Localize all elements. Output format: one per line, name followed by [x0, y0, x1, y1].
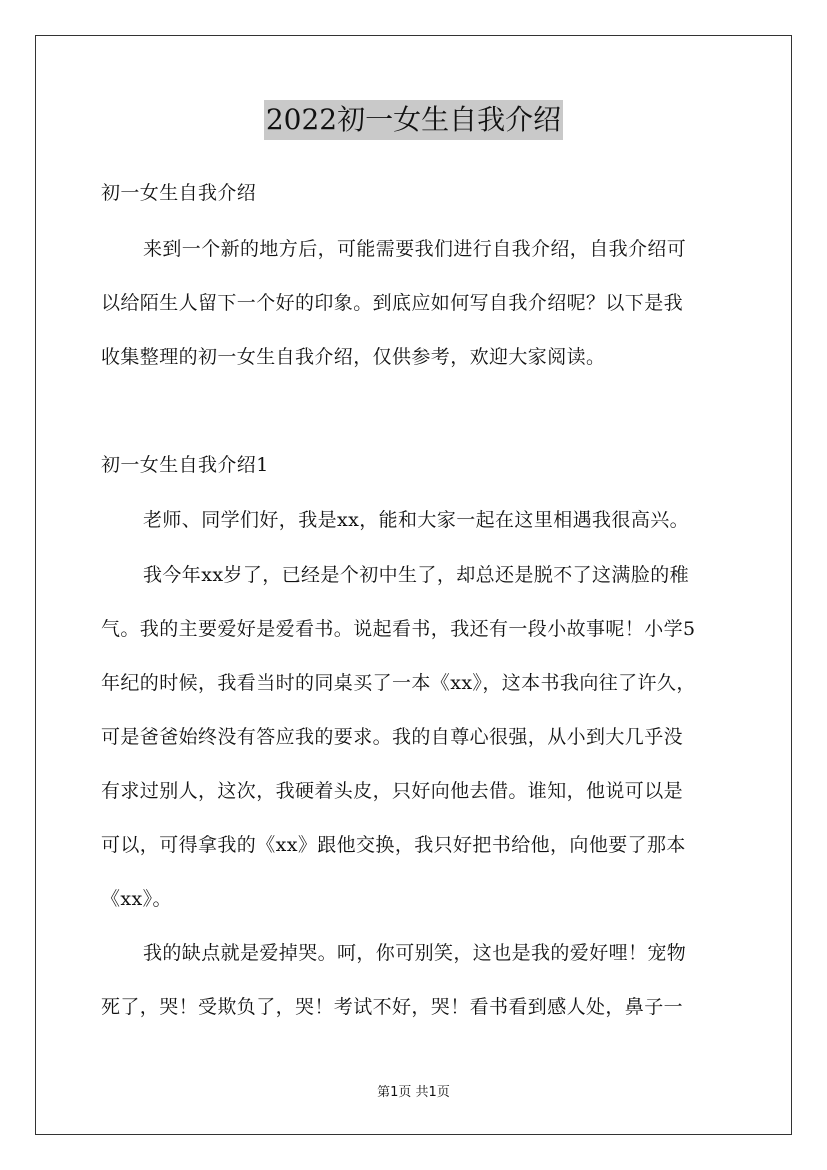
paragraph-line: 可是爸爸始终没有答应我的要求。我的自尊心很强，从小到大几乎没 — [101, 726, 684, 748]
paragraph-line: 老师、同学们好，我是xx，能和大家一起在这里相遇我很高兴。 — [143, 509, 690, 531]
paragraph-line: 《xx》。 — [101, 888, 172, 910]
paragraph-line: 死了，哭！受欺负了，哭！考试不好，哭！看书看到感人处，鼻子一 — [101, 996, 684, 1018]
section-heading: 初一女生自我介绍1 — [101, 454, 269, 476]
title-container — [0, 100, 827, 140]
paragraph-line: 有求过别人，这次，我硬着头皮，只好向他去借。谁知，他说可以是 — [101, 780, 684, 802]
page-number-footer: 第1页 共1页 — [377, 1085, 450, 1100]
section-heading: 初一女生自我介绍 — [101, 182, 257, 204]
paragraph-line: 以给陌生人留下一个好的印象。到底应如何写自我介绍呢？以下是我 — [101, 292, 684, 314]
paragraph-line: 我今年xx岁了，已经是个初中生了，却总还是脱不了这满脸的稚 — [143, 564, 690, 586]
paragraph-line: 来到一个新的地方后，可能需要我们进行自我介绍，自我介绍可 — [143, 238, 687, 260]
paragraph-line: 我的缺点就是爱掉哭。呵，你可别笑，这也是我的爱好哩！宠物 — [143, 942, 687, 964]
document-title: 2022初一女生自我介绍 — [264, 100, 563, 140]
paragraph-line: 可以，可得拿我的《xx》跟他交换，我只好把书给他，向他要了那本 — [101, 834, 686, 856]
paragraph-line: 收集整理的初一女生自我介绍，仅供参考，欢迎大家阅读。 — [101, 346, 606, 368]
paragraph-line: 年纪的时候，我看当时的同桌买了一本《xx》，这本书我向往了许久， — [101, 672, 696, 694]
paragraph-line: 气。我的主要爱好是爱看书。说起看书，我还有一段小故事呢！小学5 — [101, 618, 696, 640]
